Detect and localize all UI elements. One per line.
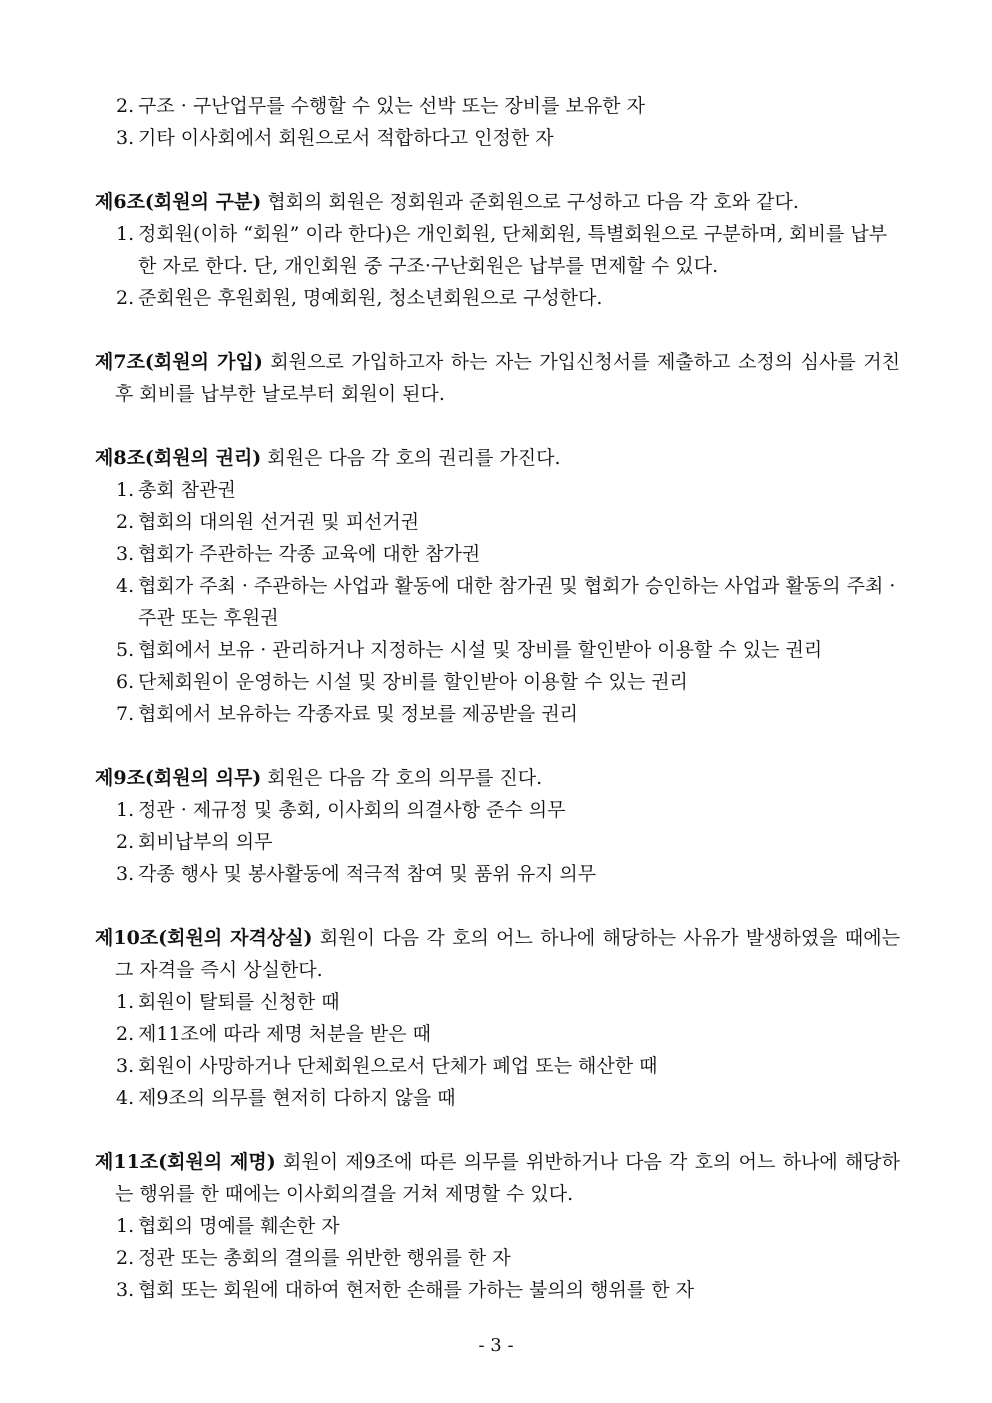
item-number: 1. — [116, 223, 135, 245]
list-item — [95, 986, 900, 1018]
item-number: 3. — [116, 1279, 135, 1301]
item-text: 협회의 대의원 선거권 및 피선거권 — [138, 511, 420, 533]
item-number: 3. — [116, 863, 135, 885]
article-heading-line — [95, 922, 900, 986]
list-item — [95, 1210, 900, 1242]
list-item — [95, 122, 900, 154]
item-number: 3. — [116, 127, 135, 149]
item-text: 총회 참관권 — [138, 479, 236, 501]
item-number: 1. — [116, 991, 135, 1013]
article-9 — [95, 762, 900, 890]
list-item — [95, 218, 900, 282]
article-body: 회원은 다음 각 호의 의무를 진다. — [261, 767, 543, 789]
item-text: 협회에서 보유 · 관리하거나 지정하는 시설 및 장비를 할인받아 이용할 수 있는 권리 — [138, 639, 823, 661]
item-text: 제11조에 따라 제명 처분을 받은 때 — [138, 1023, 431, 1045]
item-number: 6. — [116, 671, 135, 693]
item-number: 1. — [116, 799, 135, 821]
item-number: 2. — [116, 511, 135, 533]
list-item — [95, 474, 900, 506]
intro-items — [95, 90, 900, 154]
document-body — [95, 90, 900, 1338]
list-item — [95, 1082, 900, 1114]
item-number: 2. — [116, 831, 135, 853]
list-item — [95, 794, 900, 826]
article-body: 회원이 제9조에 따른 의무를 위반하거나 다음 각 호의 어느 하나에 해당하는 행위를 한 때에는 이사회의결을 거쳐 제명할 수 있다. — [115, 1151, 901, 1205]
list-item — [95, 570, 900, 634]
article-heading-line — [95, 346, 900, 410]
list-item — [95, 1274, 900, 1306]
item-number: 2. — [116, 95, 135, 117]
item-text: 정회원(이하 “회원” 이라 한다)은 개인회원, 단체회원, 특별회원으로 구분하며, 회비를 납부한 자로 한다. 단, 개인회원 중 구조·구난회원은 납부를 면제할 수 있다. — [138, 223, 888, 277]
list-item — [95, 634, 900, 666]
item-text: 협회의 명예를 훼손한 자 — [138, 1215, 340, 1237]
item-text: 제9조의 의무를 현저히 다하지 않을 때 — [138, 1087, 456, 1109]
article-7 — [95, 346, 900, 410]
item-number: 3. — [116, 543, 135, 565]
page-number: - 3 - — [478, 1335, 514, 1356]
article-body: 회원으로 가입하고자 하는 자는 가입신청서를 제출하고 소정의 심사를 거친 후 회비를 납부한 날로부터 회원이 된다. — [115, 351, 900, 405]
item-text: 구조 · 구난업무를 수행할 수 있는 선박 또는 장비를 보유한 자 — [138, 95, 645, 117]
list-item — [95, 858, 900, 890]
item-text: 협회 또는 회원에 대하여 현저한 손해를 가하는 불의의 행위를 한 자 — [138, 1279, 694, 1301]
item-text: 단체회원이 운영하는 시설 및 장비를 할인받아 이용할 수 있는 권리 — [138, 671, 688, 693]
article-heading-line — [95, 762, 900, 794]
article-title: 제9조(회원의 의무) — [95, 767, 262, 789]
article-body: 회원은 다음 각 호의 권리를 가진다. — [261, 447, 561, 469]
article-title: 제7조(회원의 가입) — [95, 351, 263, 373]
item-number: 7. — [116, 703, 135, 725]
article-title: 제11조(회원의 제명) — [95, 1151, 276, 1173]
article-body: 협회의 회원은 정회원과 준회원으로 구성하고 다음 각 호와 같다. — [261, 191, 799, 213]
item-text: 회원이 탈퇴를 신청한 때 — [138, 991, 340, 1013]
article-8 — [95, 442, 900, 730]
article-title: 제6조(회원의 구분) — [95, 191, 262, 213]
article-heading-line — [95, 186, 900, 218]
list-item — [95, 666, 900, 698]
item-text: 준회원은 후원회원, 명예회원, 청소년회원으로 구성한다. — [138, 287, 603, 309]
article-11 — [95, 1146, 900, 1306]
list-item — [95, 1050, 900, 1082]
list-item — [95, 826, 900, 858]
article-heading-line — [95, 1146, 900, 1210]
article-title: 제8조(회원의 권리) — [95, 447, 262, 469]
item-text: 협회가 주최 · 주관하는 사업과 활동에 대한 참가권 및 협회가 승인하는 사업과 활동의 주최 · 주관 또는 후원권 — [138, 575, 896, 629]
list-item — [95, 282, 900, 314]
item-number: 2. — [116, 287, 135, 309]
item-text: 협회에서 보유하는 각종자료 및 정보를 제공받을 권리 — [138, 703, 579, 725]
article-10 — [95, 922, 900, 1114]
list-item — [95, 1242, 900, 1274]
item-number: 4. — [116, 1087, 135, 1109]
list-item — [95, 506, 900, 538]
article-body: 회원이 다음 각 호의 어느 하나에 해당하는 사유가 발생하였을 때에는 그 자격을 즉시 상실한다. — [115, 927, 900, 981]
list-item — [95, 698, 900, 730]
item-number: 2. — [116, 1023, 135, 1045]
article-title: 제10조(회원의 자격상실) — [95, 927, 313, 949]
item-text: 기타 이사회에서 회원으로서 적합하다고 인정한 자 — [138, 127, 554, 149]
item-number: 3. — [116, 1055, 135, 1077]
item-text: 회원이 사망하거나 단체회원으로서 단체가 폐업 또는 해산한 때 — [138, 1055, 658, 1077]
item-number: 2. — [116, 1247, 135, 1269]
item-text: 정관 · 제규정 및 총회, 이사회의 의결사항 준수 의무 — [138, 799, 566, 821]
item-number: 1. — [116, 479, 135, 501]
list-item — [95, 90, 900, 122]
item-text: 각종 행사 및 봉사활동에 적극적 참여 및 품위 유지 의무 — [138, 863, 597, 885]
item-number: 4. — [116, 575, 135, 597]
list-item — [95, 1018, 900, 1050]
article-6 — [95, 186, 900, 314]
item-number: 1. — [116, 1215, 135, 1237]
item-text: 협회가 주관하는 각종 교육에 대한 참가권 — [138, 543, 481, 565]
item-text: 정관 또는 총회의 결의를 위반한 행위를 한 자 — [138, 1247, 511, 1269]
article-heading-line — [95, 442, 900, 474]
item-number: 5. — [116, 639, 135, 661]
list-item — [95, 538, 900, 570]
item-text: 회비납부의 의무 — [138, 831, 273, 853]
